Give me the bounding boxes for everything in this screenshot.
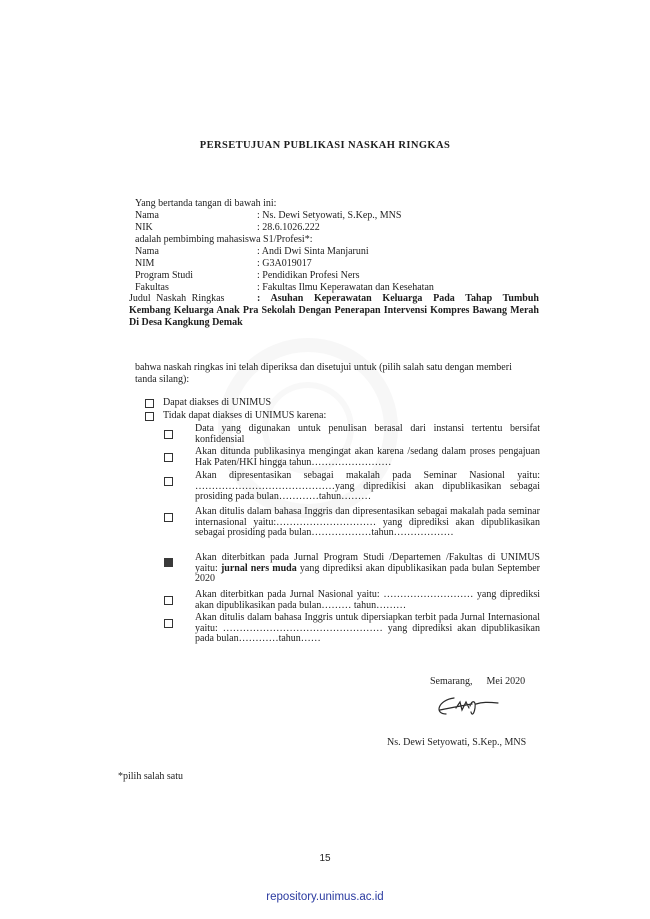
approval-statement: bahwa naskah ringkas ini telah diperiksa dan disetujui untuk (pilih salah satu dengan memberi tanda silang): xyxy=(135,362,512,385)
supervisor-nik-label: NIK xyxy=(135,222,153,233)
reason-item-4 xyxy=(164,507,540,539)
checkbox-reason-5-checked[interactable] xyxy=(164,558,173,567)
student-nim-label: NIM xyxy=(135,258,155,269)
reason-item-4-text: Akan ditulis dalam bahasa Inggris dan dipresentasikan sebagai makalah pada seminar internasional yaitu:………………………… yang diprediksi akan dipublikasikan sebagai prosiding pada bulan………………tahun……………… xyxy=(195,506,540,538)
reason-item-5-text-after: yang diprediksi akan dipublikasikan pada bulan September 2020 xyxy=(195,562,540,584)
student-name-label: Nama xyxy=(135,246,159,257)
reason-item-6 xyxy=(164,590,540,611)
signature-image xyxy=(426,690,506,722)
reason-item-6-text: Akan diterbitkan pada Jurnal Nasional yaitu: ……………………… yang diprediksi akan dipublikasikan pada bulan……… tahun……… xyxy=(195,589,540,611)
signing-city: Semarang, xyxy=(430,676,473,687)
supervisor-name-value: : Ns. Dewi Setyowati, S.Kep., MNS xyxy=(257,210,402,221)
student-program-value: : Pendidikan Profesi Ners xyxy=(257,270,360,281)
judul-block xyxy=(129,293,539,329)
intro-text: Yang bertanda tangan di bawah ini: xyxy=(135,198,277,209)
student-nim-value: : G3A019017 xyxy=(257,258,312,269)
reason-item-3 xyxy=(164,471,540,503)
judul-value-continued: Kembang Keluarga Anak Pra Sekolah Dengan Penerapan Intervensi Kompres Bawang Merah Di Desa Kangkung Demak xyxy=(129,305,539,328)
option-accessible-label: Dapat diakses di UNIMUS xyxy=(163,397,272,408)
reason-item-5 xyxy=(164,553,540,585)
reason-item-1 xyxy=(164,424,540,445)
student-faculty-value: : Fakultas Ilmu Keperawatan dan Kesehatan xyxy=(257,282,434,293)
option-not-accessible-label: Tidak dapat diakses di UNIMUS karena: xyxy=(163,410,327,421)
journal-name: jurnal ners muda xyxy=(220,562,297,574)
student-faculty-label: Fakultas xyxy=(135,282,169,293)
reason-item-7-text: Akan ditulis dalam bahasa Inggris untuk dipersiapkan terbit pada Jurnal Internasional yaitu: ………………………………………… yang diprediksi akan dipublikasikan pada bulan…………tahun…… xyxy=(195,612,540,644)
supervisor-name-label: Nama xyxy=(135,210,159,221)
judul-value-line1: : Asuhan Keperawatan Keluarga Pada Tahap Tumbuh xyxy=(257,293,539,304)
reason-item-1-text: Data yang digunakan untuk penulisan berasal dari instansi tertentu bersifat konfidensial xyxy=(195,423,540,445)
reason-item-2 xyxy=(164,447,540,468)
supervisor-nik-value: : 28.6.1026.222 xyxy=(257,222,320,233)
student-name-value: : Andi Dwi Sinta Manjaruni xyxy=(257,246,369,257)
reason-item-5-text xyxy=(195,553,540,585)
reason-item-3-text: Akan dipresentasikan sebagai makalah pada Seminar Nasional yaitu: ……………………………………yang dipredikisi akan dipublikasikan sebagai prosiding pada bulan…………tahun……… xyxy=(195,470,540,502)
document-title: PERSETUJUAN PUBLIKASI NASKAH RINGKAS xyxy=(199,140,451,151)
footnote: *pilih salah satu xyxy=(118,771,183,782)
signing-month-year: Mei 2020 xyxy=(486,676,526,687)
judul-label: Judul Naskah Ringkas xyxy=(129,293,225,304)
option-not-accessible xyxy=(145,410,326,422)
reason-item-5-text-before: Akan diterbitkan pada Jurnal Program Studi /Departemen /Fakultas di UNIMUS yaitu: xyxy=(195,552,540,574)
checkbox-reason-7[interactable] xyxy=(164,619,173,628)
student-program-label: Program Studi xyxy=(135,270,194,281)
checkbox-reason-6[interactable] xyxy=(164,596,173,605)
page-number: 15 xyxy=(319,853,331,864)
signer-name: Ns. Dewi Setyowati, S.Kep., MNS xyxy=(387,737,527,748)
checkbox-not-accessible[interactable] xyxy=(145,412,154,421)
option-accessible xyxy=(145,397,271,409)
checkbox-accessible[interactable] xyxy=(145,399,154,408)
checkbox-reason-4[interactable] xyxy=(164,513,173,522)
repository-link[interactable]: repository.unimus.ac.id xyxy=(266,891,384,903)
reason-item-7 xyxy=(164,613,540,645)
reason-item-2-text: Akan ditunda publikasinya mengingat akan karena /sedang dalam proses pengajuan Hak Paten/HKI hingga tahun…………………… xyxy=(195,446,540,468)
checkbox-reason-1[interactable] xyxy=(164,430,173,439)
role-line: adalah pembimbing mahasiswa S1/Profesi*: xyxy=(135,234,313,245)
checkbox-reason-3[interactable] xyxy=(164,477,173,486)
checkbox-reason-2[interactable] xyxy=(164,453,173,462)
signing-date xyxy=(430,676,525,687)
